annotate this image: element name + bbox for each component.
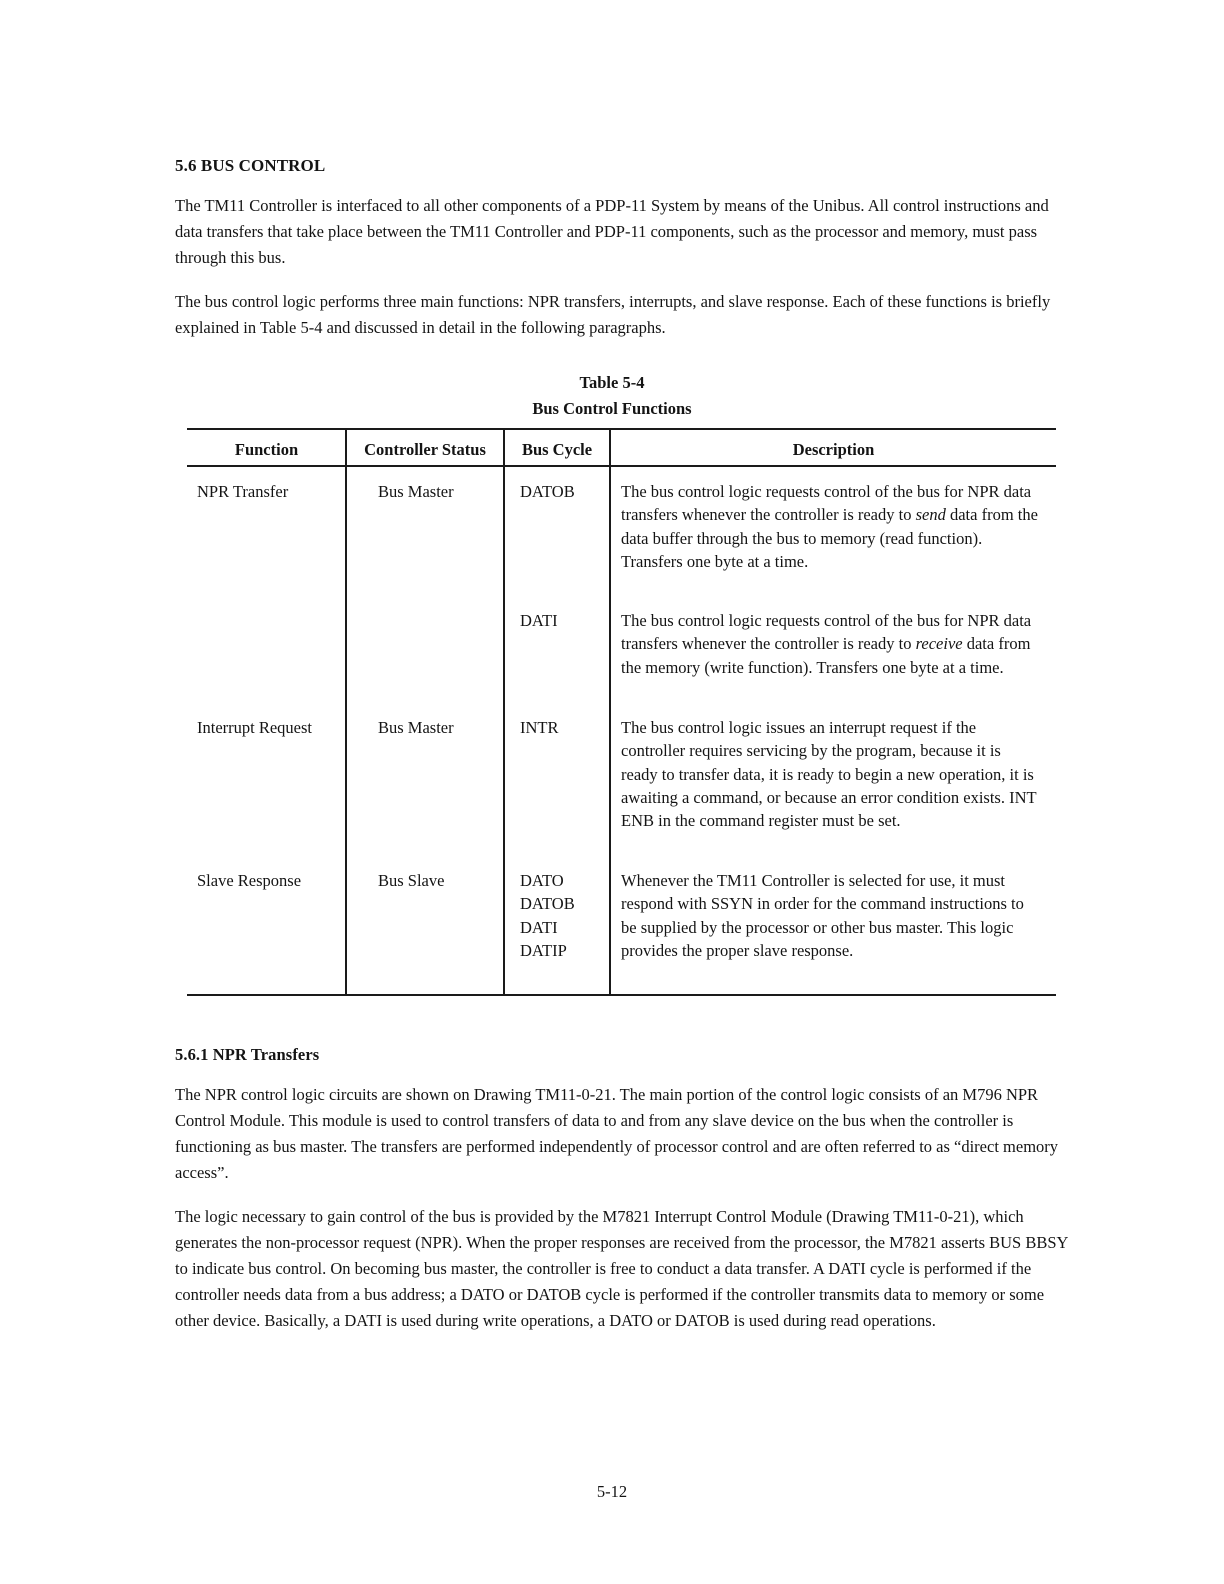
bus-cycle-line: DATI xyxy=(520,917,558,937)
function-cell: Interrupt Request xyxy=(197,718,313,737)
section-paragraph-1: The TM11 Controller is interfaced to all other components of a PDP-11 System by means of the Unibus. All control instructions and data transfers that take place between the TM11 Controller and PDP-11 components, such as the processor and memory, must pass through this bus. xyxy=(175,196,1049,267)
description-text: The bus control logic requests control of the bus for NPR data transfers whenever the controller is ready to xyxy=(621,482,1032,525)
function-cell: NPR Transfer xyxy=(197,482,289,501)
bus-cycle-cell: DATOB xyxy=(520,482,575,501)
column-divider xyxy=(503,428,505,996)
section-paragraph-2: The bus control logic performs three main functions: NPR transfers, interrupts, and slave response. Each of these functions is briefly explained in Table 5-4 and discussed in detail in the following paragraphs. xyxy=(175,292,1051,337)
status-cell: Bus Slave xyxy=(378,871,445,890)
description-text: The bus control logic requests control of the bus for NPR data transfers whenever the controller is ready to xyxy=(621,611,1032,654)
column-divider xyxy=(345,428,347,996)
description-cell: Whenever the TM11 Controller is selected for use, it must respond with SSYN in order for the command instructions to be supplied by the processor or other bus master. This logic provides the proper slave response. xyxy=(621,871,1024,960)
page-number: 5-12 xyxy=(596,1482,628,1501)
subsection-paragraph-2: The logic necessary to gain control of the bus is provided by the M7821 Interrupt Control Module (Drawing TM11-0-21), which generates the non-processor request (NPR). When the proper responses are received from the processor, the M7821 asserts BUS BBSY to indicate bus control. On becoming bus master, the controller is free to conduct a data transfer. A DATI cycle is performed if the controller needs data from a bus address; a DATO or DATOB cycle is performed if the controller transmits data to memory or some other device. Basically, a DATI is used during write operations, a DATO or DATOB is used during read operations. xyxy=(175,1207,1068,1330)
description-emphasis: send xyxy=(915,505,946,525)
bus-cycle-cell: INTR xyxy=(520,718,559,737)
table-top-rule xyxy=(187,428,1056,430)
bus-cycle-line: DATOB xyxy=(520,894,575,914)
status-cell: Bus Master xyxy=(378,718,454,737)
description-emphasis: receive xyxy=(915,634,963,654)
table-bottom-rule xyxy=(187,994,1056,996)
description-text: data from the memory (write function). Transfers one byte at a time. xyxy=(621,634,1031,677)
table-title: Bus Control Functions xyxy=(532,399,692,418)
bus-cycle-cell xyxy=(520,869,575,962)
bus-cycle-line: DATIP xyxy=(520,940,567,960)
description-cell xyxy=(621,609,1041,679)
function-cell: Slave Response xyxy=(197,871,302,890)
header-function: Function xyxy=(234,440,299,459)
subsection-paragraph-1: The NPR control logic circuits are shown on Drawing TM11-0-21. The main portion of the control logic consists of an M796 NPR Control Module. This module is used to control transfers of data to and from any slave device on the bus when the controller is functioning as bus master. The transfers are performed independently of processor control and are often referred to as “direct memory access”. xyxy=(175,1085,1059,1182)
section-heading: 5.6 BUS CONTROL xyxy=(175,156,326,175)
column-divider xyxy=(609,428,611,996)
header-bus-cycle: Bus Cycle xyxy=(521,440,593,459)
description-cell xyxy=(621,480,1041,573)
bus-cycle-line: DATO xyxy=(520,871,564,890)
bus-cycle-cell: DATI xyxy=(520,611,558,630)
subsection-heading: 5.6.1 NPR Transfers xyxy=(175,1045,320,1064)
table-number: Table 5-4 xyxy=(579,373,645,392)
description-cell: The bus control logic issues an interrupt request if the controller requires servicing by the program, because it is ready to transfer data, it is ready to begin a new operation, it is awaiting a command, or because an error condition exists. INT ENB in the command register must be set. xyxy=(621,718,1037,831)
description-text: data from the data buffer through the bus to memory (read function). Transfers one byte at a time. xyxy=(621,505,1038,571)
status-cell: Bus Master xyxy=(378,482,454,501)
header-description: Description xyxy=(792,440,875,459)
header-controller-status: Controller Status xyxy=(364,440,486,459)
table-header-rule xyxy=(187,465,1056,467)
